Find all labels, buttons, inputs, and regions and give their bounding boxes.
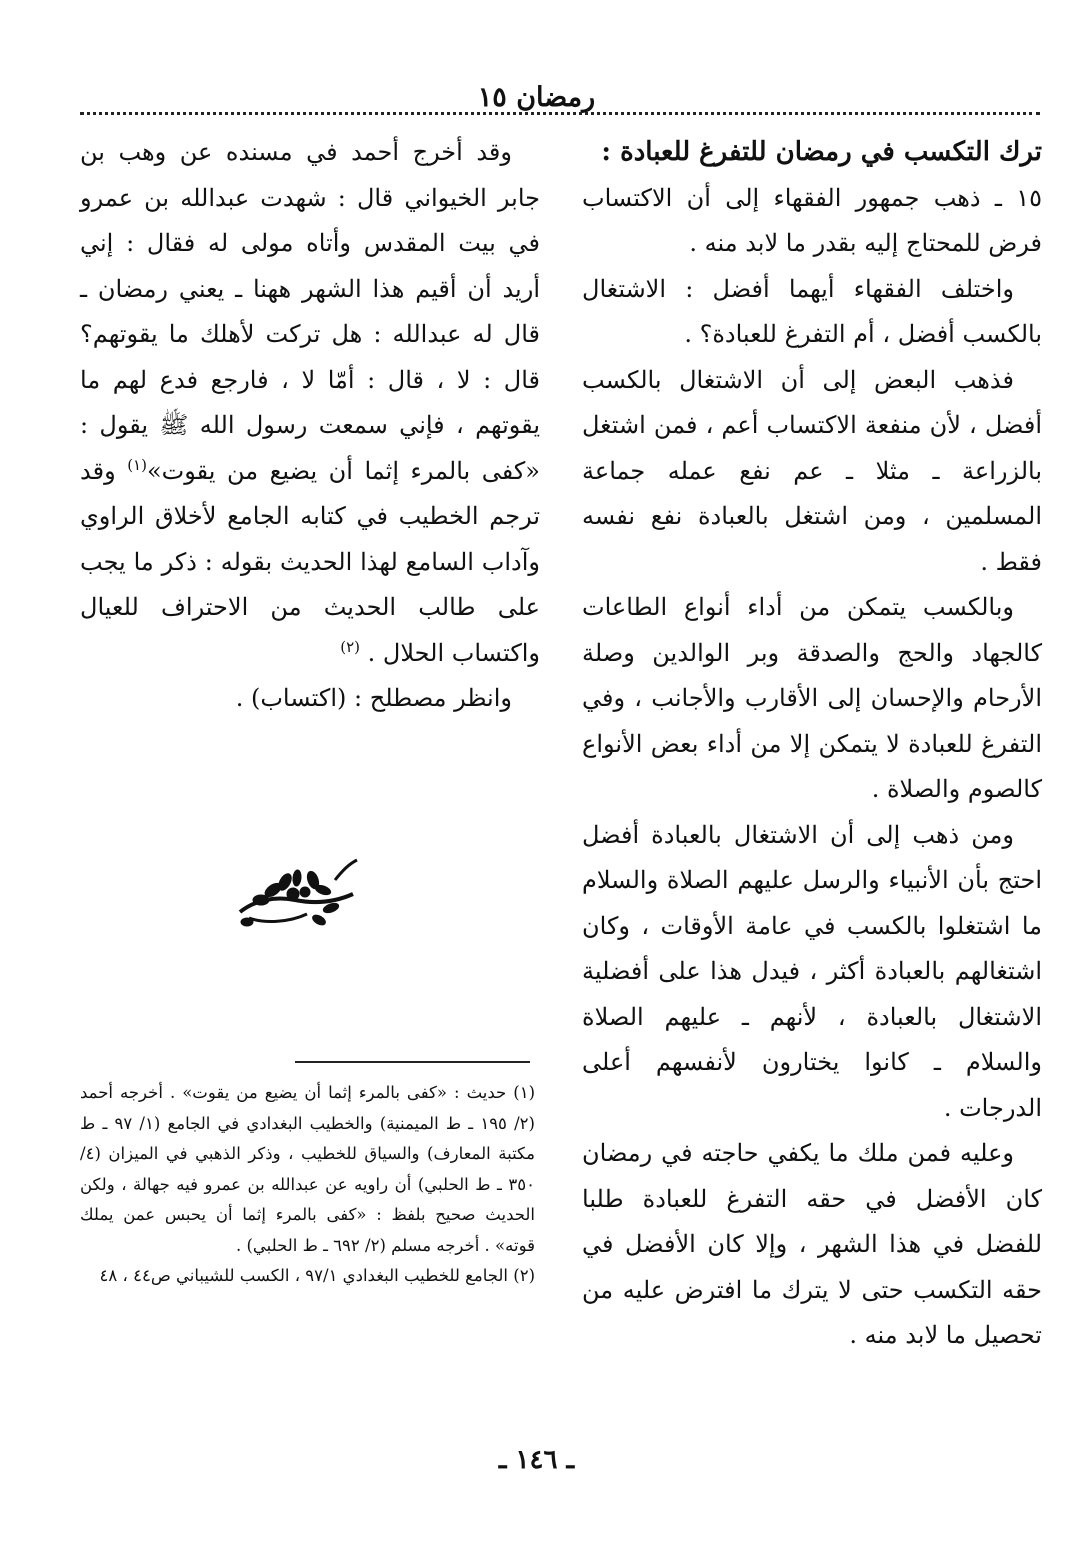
paragraph-5: ومن ذهب إلى أن الاشتغال بالعبادة أفضل احتج بأن الأنبياء والرسل عليهم الصلاة والسلام ما اشتغلوا بالكسب في عامة الأوقات ، وكان اشتغالهم بالعبادة أكثر ، فيدل هذا على أفضلية الاشتغال بالعبادة ، لأنهم ـ عليهم الصلاة والسلام ـ كانوا يختارون لأنفسهم أعلى الدرجات .: [582, 820, 1042, 1122]
page-number: ـ ١٤٦ ـ: [498, 1445, 575, 1475]
see-also: وانظر مصطلح : (اكتساب) .: [235, 684, 512, 712]
paragraph-1: ١٥ ـ ذهب جمهور الفقهاء إلى أن الاكتساب فرض للمحتاج إليه بقدر ما لابد منه .: [582, 183, 1042, 257]
footnote-separator: [295, 1061, 530, 1063]
running-header: رمضان ١٥: [477, 82, 596, 113]
hadith-text: وقد أخرج أحمد في مسنده عن وهب بن جابر الخيواني قال : شهدت عبدالله بن عمرو في بيت المقدس وأتاه مولى له فقال : إني أريد أن أقيم هذا الشهر ههنا ـ يعني رمضان ـ قال له عبدالله : هل تركت لأهلك ما يقوتهم؟ قال : لا ، قال : أمّا لا ، فارجع فدع لهم ما يقوتهم ، فإني سمعت رسول الله ﷺ يقول : «كفى بالمرء إثما أن يضيع من يقوت»: [80, 138, 540, 485]
right-column: [582, 130, 1042, 1359]
paragraph-3: فذهب البعض إلى أن الاشتغال بالكسب أفضل ، لأن منفعة الاكتساب أعم ، فمن اشتغل بالزراعة ـ مثلا ـ عم نفع عمله جماعة المسلمين ، ومن اشتغل بالعبادة نفع نفسه فقط .: [582, 365, 1042, 576]
paragraph-2: واختلف الفقهاء أيهما أفضل : الاشتغال بالكسب أفضل ، أم التفرغ للعبادة؟ .: [582, 274, 1042, 348]
footnote-ref-1: (١): [127, 455, 147, 474]
footnote-ref-2: (٢): [340, 637, 360, 656]
footnotes: [80, 1078, 535, 1292]
footnote-1: (١) حديث : «كفى بالمرء إثما أن يضيع من يقوت» . أخرجه أحمد (٢/ ١٩٥ ـ ط الميمنية) والخطيب البغدادي في الجامع (١/ ٩٧ ـ ط مكتبة المعارف) والسياق للخطيب ، وذكر الذهبي في الميزان (٤/ ٣٥٠ ـ ط الحلبي) أن راويه عن عبدالله بن عمرو فيه جهالة ، ولكن الحديث صحيح بلفظ : «كفى بالمرء إثما أن يحبس عمن يملك قوته» . أخرجه مسلم (٢/ ٦٩٢ ـ ط الحلبي) .: [80, 1083, 535, 1255]
hadith-paragraph: [80, 130, 540, 676]
header-dotted-rule: [80, 112, 1040, 115]
left-column: [80, 130, 540, 722]
section-heading: ترك التكسب في رمضان للتفرغ للعبادة :: [601, 137, 1042, 167]
khatib-text: وقد ترجم الخطيب في كتابه الجامع لأخلاق الراوي وآداب السامع لهذا الحديث بقوله : ذكر ما يجب على طالب الحديث من الاحتراف للعيال واكتساب الحلال .: [80, 456, 540, 667]
paragraph-6: وعليه فمن ملك ما يكفي حاجته في رمضان كان الأفضل في حقه التفرغ للعبادة طلبا للفضل في هذا الشهر ، وإلا كان الأفضل في حقه التكسب حتى لا يترك ما افترض عليه من تحصيل ما لابد منه .: [582, 1139, 1042, 1349]
footnote-2: (٢) الجامع للخطيب البغدادي ٩٧/١ ، الكسب للشيباني ص٤٤ ، ٤٨: [99, 1266, 535, 1285]
floral-ornament-icon: [235, 850, 360, 930]
paragraph-4: وبالكسب يتمكن من أداء أنواع الطاعات كالجهاد والحج والصدقة وبر الوالدين وصلة الأرحام والإحسان إلى الأقارب والأجانب ، وفي التفرغ للعبادة لا يتمكن إلا من أداء بعض الأنواع كالصوم والصلاة .: [582, 593, 1042, 803]
